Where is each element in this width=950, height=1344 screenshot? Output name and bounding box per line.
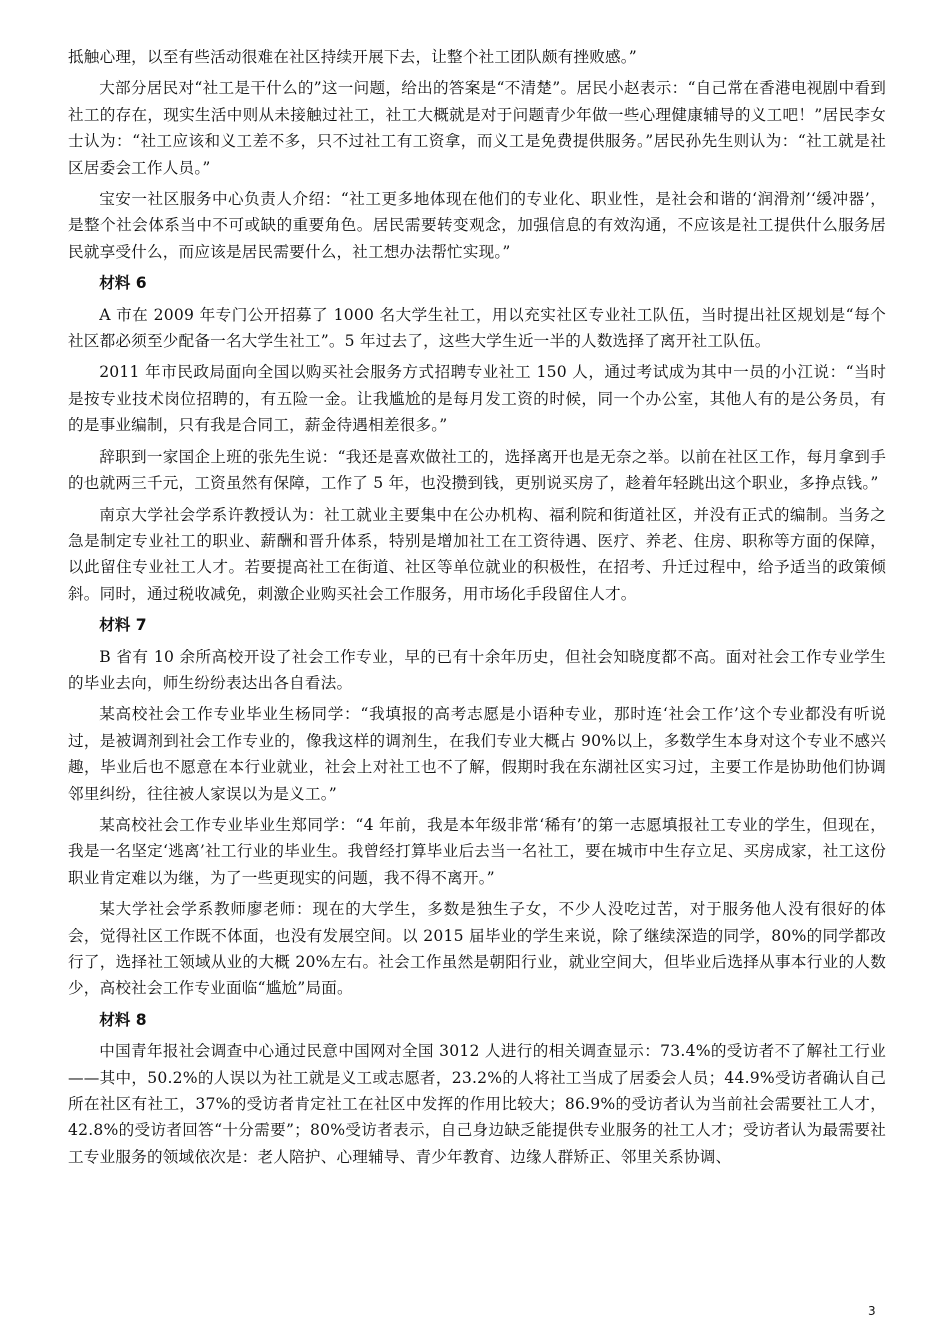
page-number: 3 <box>868 1304 876 1318</box>
paragraph-continuation: 抵触心理，以至有些活动很难在社区持续开展下去，让整个社工团队颇有挫败感。” <box>68 48 637 66</box>
heading-material-8: 材料 8 <box>99 1010 147 1029</box>
paragraph-student-yang: 某高校社会工作专业毕业生杨同学：“我填报的高考志愿是小语种专业，那时连‘社会工作’这个专业都没有听说过，是被调剂到社会工作专业的，像我这样的调剂生，在我们专业大概占 90%以上，多数学生本身对这个专业不感兴趣，毕业后也不愿意在本行业就业，社会上对社工也不了解，假期时我在东湖社区实习过，主要工作是协助他们协调邻里纠纷，往往被人家误以为是义工。” <box>68 705 886 803</box>
heading-material-6: 材料 6 <box>99 274 147 293</box>
paragraph-mr-zhang: 辞职到一家国企上班的张先生说：“我还是喜欢做社工的，选择离开也是无奈之举。以前在社区工作，每月拿到手的也就两三千元，工资虽然有保障，工作了 5 年，也没攒到钱，更别说买房了，趁着年轻跳出这个职业，多挣点钱。” <box>68 447 886 493</box>
paragraph-survey: 中国青年报社会调查中心通过民意中国网对全国 3012 人进行的相关调查显示：73.4%的受访者不了解社工行业——其中，50.2%的人误以为社工就是义工或志愿者，23.2%的人将社工当成了居委会人员；44.9%受访者确认自己所在社区有社工，37%的受访者肯定社工在社区中发挥的作用比较大；86.9%的受访者认为当前社会需要社工人才，42.8%的受访者回答“十分需要”；80%受访者表示，自己身边缺乏能提供专业服务的社工人才；受访者认为最需要社工专业服务的领域依次是：老人陪护、心理辅导、青少年教育、边缘人群矫正、邻里关系协调、 <box>68 1042 886 1166</box>
paragraph-teacher-liao: 某大学社会学系教师廖老师：现在的大学生，多数是独生子女，不少人没吃过苦，对于服务他人没有很好的体会，觉得社区工作既不体面，也没有发展空间。以 2015 届毕业的学生来说，除了继续深造的同学，80%的同学都改行了，选择社工领域从业的大概 20%左右。社会工作虽然是朝阳行业，就业空间大，但毕业后选择从事本行业的人数少，高校社会工作专业面临“尴尬”局面。 <box>68 900 886 998</box>
heading-material-7: 材料 7 <box>99 616 147 635</box>
paragraph-residents-opinion: 大部分居民对“社工是干什么的”这一问题，给出的答案是“不清楚”。居民小赵表示：“自己常在香港电视剧中看到社工的存在，现实生活中则从未接触过社工，社工大概就是对于问题青少年做一些心理健康辅导的义工吧！”居民李女士认为：“社工应该和义工差不多，只不过社工有工资拿，而义工是免费提供服务。”居民孙先生则认为：“社工就是社区居委会工作人员。” <box>68 79 886 177</box>
document-body <box>68 44 886 1175</box>
paragraph-student-zheng: 某高校社会工作专业毕业生郑同学：“4 年前，我是本年级非常‘稀有’的第一志愿填报社工专业的学生，但现在，我是一名坚定‘逃离’社工行业的毕业生。我曾经打算毕业后去当一名社工，要在城市中生存立足、买房成家，社工这份职业肯定难以为继，为了一些更现实的问题，我不得不离开。” <box>68 815 886 887</box>
paragraph-xiao-jiang: 2011 年市民政局面向全国以购买社会服务方式招聘专业社工 150 人，通过考试成为其中一员的小江说：“当时是按专业技术岗位招聘的，有五险一金。让我尴尬的是每月发工资的时候，同一个办公室，其他人有的是公务员，有的是事业编制，只有我是合同工，薪金待遇相差很多。” <box>68 363 886 435</box>
paragraph-city-a: A 市在 2009 年专门公开招募了 1000 名大学生社工，用以充实社区专业社工队伍，当时提出社区规划是“每个社区都必须至少配备一名大学生社工”。5 年过去了，这些大学生近一半的人数选择了离开社工队伍。 <box>68 305 886 351</box>
paragraph-professor-xu: 南京大学社会学系许教授认为：社工就业主要集中在公办机构、福利院和街道社区，并没有正式的编制。当务之急是制定专业社工的职业、薪酬和晋升体系，特别是增加社工在工资待遇、医疗、养老、住房、职称等方面的保障，以此留住专业社工人才。若要提高社工在街道、社区等单位就业的积极性，在招考、升迁过程中，给予适当的政策倾斜。同时，通过税收减免，刺激企业购买社会工作服务，用市场化手段留住人才。 <box>68 505 886 603</box>
paragraph-province-b: B 省有 10 余所高校开设了社会工作专业，早的已有十余年历史，但社会知晓度都不高。面对社会工作专业学生的毕业去向，师生纷纷表达出各自看法。 <box>68 647 886 692</box>
paragraph-service-center: 宝安一社区服务中心负责人介绍：“社工更多地体现在他们的专业化、职业性，是社会和谐的‘润滑剂’‘缓冲器’，是整个社会体系当中不可或缺的重要角色。居民需要转变观念，加强信息的有效沟通，不应该是社工提供什么服务居民就享受什么，而应该是居民需要什么，社工想办法帮忙实现。” <box>68 190 886 261</box>
